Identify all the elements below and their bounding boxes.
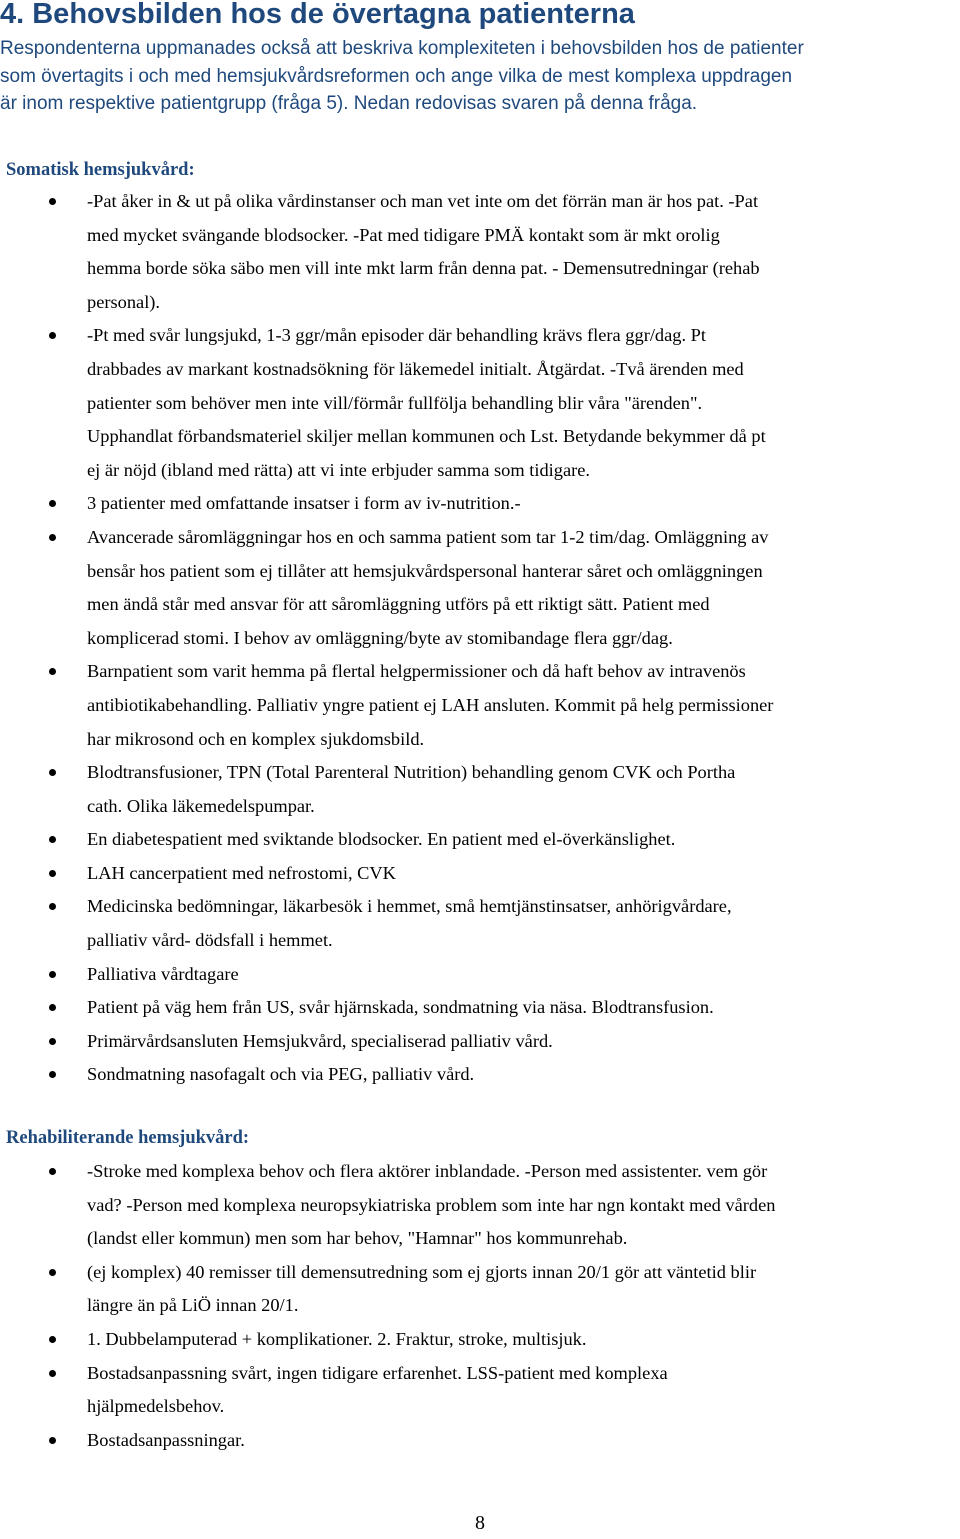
list-item bbox=[0, 756, 960, 823]
list-item-line: Bostadsanpassningar. bbox=[87, 1429, 245, 1450]
list-item bbox=[0, 890, 960, 957]
list-item-line: Blodtransfusioner, TPN (Total Parenteral Nutrition) behandling genom CVK och Portha bbox=[87, 762, 736, 783]
list-item-line: (landst eller kommun) men som har behov, "Hamnar" hos kommunrehab. bbox=[87, 1228, 628, 1249]
list-item bbox=[0, 1323, 960, 1357]
list-item-line: 3 patienter med omfattande insatser i form av iv-nutrition.- bbox=[87, 493, 521, 514]
list-item-line: Bostadsanpassning svårt, ingen tidigare erfarenhet. LSS-patient med komplexa bbox=[87, 1362, 668, 1383]
list-item-line: komplicerad stomi. I behov av omläggning/byte av stomibandage flera ggr/dag. bbox=[87, 627, 673, 648]
list-item bbox=[0, 1424, 960, 1458]
list-item bbox=[0, 185, 960, 319]
rehab-heading: Rehabiliterande hemsjukvård: bbox=[6, 1128, 250, 1148]
bullet-icon bbox=[49, 1370, 56, 1377]
list-item bbox=[0, 958, 960, 992]
intro-line: är inom respektive patientgrupp (fråga 5). Nedan redovisas svaren på denna fråga. bbox=[0, 93, 698, 114]
list-item-line: Primärvårdsansluten Hemsjukvård, specialiserad palliativ vård. bbox=[87, 1030, 553, 1051]
list-item-line: cath. Olika läkemedelspumpar. bbox=[87, 795, 315, 816]
somatic-heading: Somatisk hemsjukvård: bbox=[6, 160, 195, 180]
list-item-line: Barnpatient som varit hemma på flertal helgpermissioner och då haft behov av intravenös bbox=[87, 661, 746, 682]
list-item-line: ej är nöjd (ibland med rätta) att vi inte erbjuder samma som tidigare. bbox=[87, 459, 591, 480]
bullet-icon bbox=[49, 534, 56, 541]
bullet-icon bbox=[49, 332, 56, 339]
list-item-line: längre än på LiÖ innan 20/1. bbox=[87, 1295, 299, 1316]
intro-paragraph bbox=[0, 35, 960, 118]
bullet-icon bbox=[49, 836, 56, 843]
bullet-icon bbox=[49, 1437, 56, 1444]
list-item-line: palliativ vård- dödsfall i hemmet. bbox=[87, 930, 333, 951]
list-item-line: men ändå står med ansvar för att såromläggning utförs på ett riktigt sätt. Patient med bbox=[87, 594, 710, 615]
bullet-icon bbox=[49, 668, 56, 675]
bullet-icon bbox=[49, 1336, 56, 1343]
list-item bbox=[0, 1025, 960, 1059]
bullet-icon bbox=[49, 1004, 56, 1011]
list-item-line: En diabetespatient med sviktande blodsocker. En patient med el-överkänslighet. bbox=[87, 829, 676, 850]
bullet-icon bbox=[49, 1038, 56, 1045]
list-item bbox=[0, 1155, 960, 1256]
list-item-line: Upphandlat förbandsmateriel skiljer mellan kommunen och Lst. Betydande bekymmer då pt bbox=[87, 426, 766, 447]
list-item-line: -Stroke med komplexa behov och flera aktörer inblandade. -Person med assistenter. vem gör bbox=[87, 1161, 768, 1181]
list-item-line: (ej komplex) 40 remisser till demensutredning som ej gjorts innan 20/1 gör att väntetid blir bbox=[87, 1261, 757, 1282]
list-item-line: vad? -Person med komplexa neuropsykiatriska problem som inte har ngn kontakt med vården bbox=[87, 1194, 776, 1215]
list-item bbox=[0, 857, 960, 891]
bullet-icon bbox=[49, 971, 56, 978]
bullet-icon bbox=[49, 500, 56, 507]
list-item-line: drabbades av markant kostnadsökning för läkemedel initialt. Åtgärdat. -Två ärenden med bbox=[87, 358, 744, 379]
list-item-line: har mikrosond och en komplex sjukdomsbild. bbox=[87, 728, 425, 749]
intro-line: Respondenterna uppmanades också att beskriva komplexiteten i behovsbilden hos de patienter bbox=[0, 38, 804, 59]
list-item bbox=[0, 319, 960, 487]
list-item bbox=[0, 823, 960, 857]
somatic-list bbox=[0, 185, 960, 1092]
bullet-icon bbox=[49, 903, 56, 910]
list-item bbox=[0, 1357, 960, 1424]
list-item-line: Medicinska bedömningar, läkarbesök i hemmet, små hemtjänstinsatser, anhörigvårdare, bbox=[87, 896, 732, 917]
rehab-list bbox=[0, 1155, 960, 1457]
list-item-line: personal). bbox=[87, 291, 161, 312]
list-item-line: Avancerade såromläggningar hos en och samma patient som tar 1-2 tim/dag. Omläggning av bbox=[87, 526, 769, 547]
bullet-icon bbox=[49, 1071, 56, 1078]
bullet-icon bbox=[49, 769, 56, 776]
list-item-line: patienter som behöver men inte vill/förmår fullfölja behandling blir våra "ärenden". bbox=[87, 392, 703, 413]
list-item-line: hemma borde söka säbo men vill inte mkt larm från denna pat. - Demensutredningar (rehab bbox=[87, 258, 760, 279]
list-item bbox=[0, 1256, 960, 1323]
list-item bbox=[0, 655, 960, 756]
list-item-line: Patient på väg hem från US, svår hjärnskada, sondmatning via näsa. Blodtransfusion. bbox=[87, 997, 714, 1018]
list-item bbox=[0, 487, 960, 521]
list-item-line: med mycket svängande blodsocker. -Pat med tidigare PMÄ kontakt som är mkt orolig bbox=[87, 224, 720, 245]
list-item-line: LAH cancerpatient med nefrostomi, CVK bbox=[87, 862, 396, 883]
list-item-line: bensår hos patient som ej tillåter att hemsjukvårdspersonal hanterar såret och omläggningen bbox=[87, 560, 763, 581]
bullet-icon bbox=[49, 198, 56, 205]
section-title: 4. Behovsbilden hos de övertagna patienterna bbox=[0, 0, 635, 30]
list-item-line: 1. Dubbelamputerad + komplikationer. 2. Fraktur, stroke, multisjuk. bbox=[87, 1328, 587, 1349]
list-item bbox=[0, 1058, 960, 1092]
bullet-icon bbox=[49, 1168, 56, 1175]
page-number: 8 bbox=[475, 1512, 485, 1534]
list-item-line: antibiotikabehandling. Palliativ yngre patient ej LAH ansluten. Kommit på helg permissioner bbox=[87, 694, 774, 715]
list-item-line: -Pt med svår lungsjukd, 1-3 ggr/mån episoder där behandling krävs flera ggr/dag. Pt bbox=[87, 325, 707, 346]
bullet-icon bbox=[49, 1269, 56, 1276]
list-item-line: Sondmatning nasofagalt och via PEG, palliativ vård. bbox=[87, 1064, 475, 1085]
list-item bbox=[0, 521, 960, 655]
list-item-line: hjälpmedelsbehov. bbox=[87, 1396, 225, 1417]
intro-line: som övertagits i och med hemsjukvårdsreformen och ange vilka de mest komplexa uppdragen bbox=[0, 65, 793, 87]
bullet-icon bbox=[49, 870, 56, 877]
list-item-line: -Pat åker in & ut på olika vårdinstanser och man vet inte om det förrän man är hos pat. -Pat bbox=[87, 191, 759, 211]
list-item-line: Palliativa vårdtagare bbox=[87, 963, 239, 984]
list-item bbox=[0, 991, 960, 1025]
